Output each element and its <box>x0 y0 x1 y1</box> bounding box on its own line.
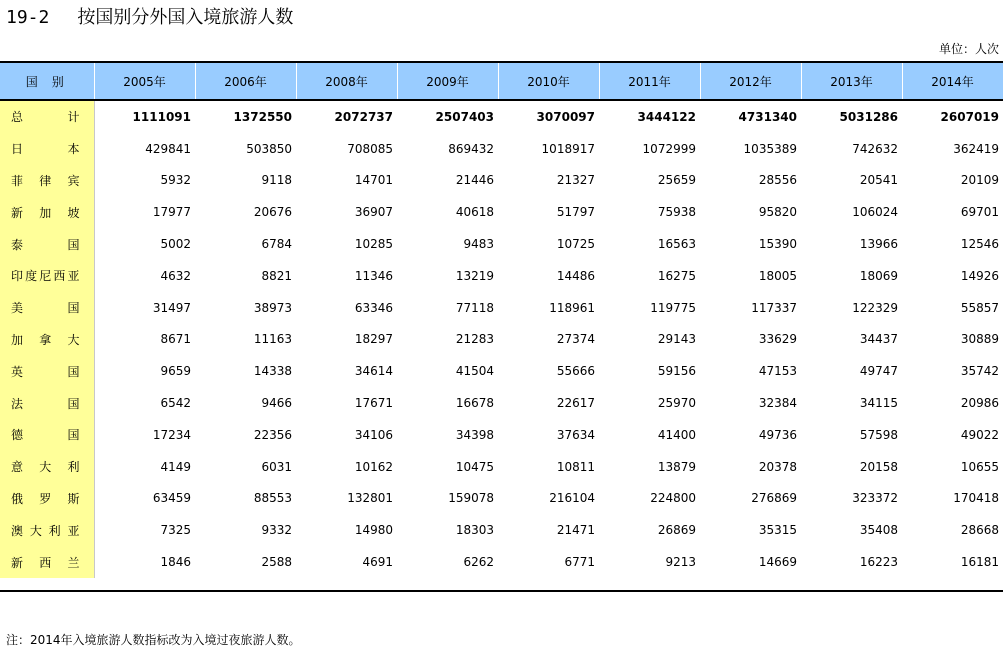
table-cell: 9213 <box>665 555 696 570</box>
table-cell: 49747 <box>859 364 898 379</box>
table-cell: 13966 <box>859 237 898 252</box>
table-cell: 4632 <box>160 268 191 283</box>
table-cell: 20541 <box>859 173 898 188</box>
table-cell: 35408 <box>859 523 898 538</box>
row-country-name: 英国 <box>0 355 94 387</box>
row-country-name: 澳大利亚 <box>0 514 94 546</box>
table-cell: 1072999 <box>642 141 696 156</box>
page-title <box>6 6 293 30</box>
table-row <box>0 387 1003 419</box>
table-cell: 2607019 <box>940 109 999 124</box>
row-country-name: 美国 <box>0 292 94 324</box>
table-cell: 63459 <box>152 491 191 506</box>
table-cell: 14669 <box>758 555 797 570</box>
table-cell: 14926 <box>960 268 999 283</box>
table-cell: 4149 <box>160 459 191 474</box>
table-cell: 34106 <box>354 427 393 442</box>
table-cell: 4691 <box>362 555 393 570</box>
table-cell: 20378 <box>758 459 797 474</box>
table-cell: 20109 <box>960 173 999 188</box>
table-cell: 77118 <box>455 300 494 315</box>
table-cell: 11346 <box>354 268 393 283</box>
table-cell: 10725 <box>556 237 595 252</box>
table-cell: 16181 <box>960 555 999 570</box>
row-country-name: 德国 <box>0 419 94 451</box>
table-cell: 31497 <box>152 300 191 315</box>
table-cell: 14338 <box>253 364 292 379</box>
table-row <box>0 196 1003 228</box>
table-cell: 1018917 <box>541 141 595 156</box>
header-year: 2012年 <box>700 63 801 100</box>
table-cell: 5932 <box>160 173 191 188</box>
table-cell: 6262 <box>463 555 494 570</box>
table-bottom-rule <box>0 590 1003 592</box>
table-row <box>0 100 1003 133</box>
table-cell: 6784 <box>261 237 292 252</box>
table-cell: 55857 <box>960 300 999 315</box>
table-cell: 276869 <box>751 491 797 506</box>
header-year: 2014年 <box>902 63 1003 100</box>
row-country-name: 泰国 <box>0 228 94 260</box>
table-cell: 6771 <box>564 555 595 570</box>
table-cell: 1035389 <box>743 141 797 156</box>
table-cell: 25970 <box>657 396 696 411</box>
unit-label: 单位：人次 <box>938 42 999 56</box>
row-country-name: 俄罗斯 <box>0 483 94 515</box>
table-cell: 37634 <box>556 427 595 442</box>
row-country-name: 新加坡 <box>0 196 94 228</box>
header-year: 2009年 <box>397 63 498 100</box>
table-cell: 17234 <box>152 427 191 442</box>
table-cell: 16563 <box>657 237 696 252</box>
row-country-name: 日本 <box>0 133 94 165</box>
table-cell: 8671 <box>160 332 191 347</box>
table-cell: 40618 <box>455 205 494 220</box>
table-cell: 36907 <box>354 205 393 220</box>
table-cell: 27374 <box>556 332 595 347</box>
row-country-name: 法国 <box>0 387 94 419</box>
table-cell: 2588 <box>261 555 292 570</box>
table-cell: 20676 <box>253 205 292 220</box>
table-cell: 21471 <box>556 523 595 538</box>
table-cell: 63346 <box>354 300 393 315</box>
table-cell: 59156 <box>657 364 696 379</box>
table-cell: 1372550 <box>233 109 292 124</box>
table-cell: 34398 <box>455 427 494 442</box>
table-cell: 3070097 <box>536 109 595 124</box>
table-cell: 4731340 <box>738 109 797 124</box>
table-row <box>0 292 1003 324</box>
table-cell: 429841 <box>145 141 191 156</box>
table-cell: 18303 <box>455 523 494 538</box>
table-cell: 41400 <box>657 427 696 442</box>
table-cell: 21283 <box>455 332 494 347</box>
table-cell: 132801 <box>347 491 393 506</box>
table-cell: 35742 <box>960 364 999 379</box>
table-header <box>0 63 1003 100</box>
table-row <box>0 451 1003 483</box>
table-cell: 503850 <box>246 141 292 156</box>
row-country-name: 意大利 <box>0 451 94 483</box>
table-cell: 1111091 <box>132 109 191 124</box>
table-row <box>0 324 1003 356</box>
table-cell: 15390 <box>758 237 797 252</box>
table-cell: 17671 <box>354 396 393 411</box>
table-cell: 10162 <box>354 459 393 474</box>
table-cell: 5002 <box>160 237 191 252</box>
table-row <box>0 133 1003 165</box>
footnote: 注：2014年入境旅游人数指标改为入境过夜旅游人数。 <box>6 633 301 647</box>
table-cell: 118961 <box>549 300 595 315</box>
table-cell: 49736 <box>758 427 797 442</box>
header-year: 2008年 <box>296 63 397 100</box>
table-cell: 28668 <box>960 523 999 538</box>
table-cell: 2072737 <box>334 109 393 124</box>
table-cell: 20986 <box>960 396 999 411</box>
table-cell: 18297 <box>354 332 393 347</box>
table-cell: 6031 <box>261 459 292 474</box>
table-cell: 5031286 <box>839 109 898 124</box>
table-cell: 16275 <box>657 268 696 283</box>
table-cell: 323372 <box>852 491 898 506</box>
table-cell: 9659 <box>160 364 191 379</box>
table-cell: 41504 <box>455 364 494 379</box>
table-body <box>0 100 1003 578</box>
table-cell: 10811 <box>556 459 595 474</box>
table-cell: 28556 <box>758 173 797 188</box>
row-country-name: 总计 <box>0 100 94 133</box>
table-cell: 34614 <box>354 364 393 379</box>
table-cell: 26869 <box>657 523 696 538</box>
table-cell: 9466 <box>261 396 292 411</box>
table-cell: 47153 <box>758 364 797 379</box>
table-cell: 216104 <box>549 491 595 506</box>
table-cell: 10285 <box>354 237 393 252</box>
table-cell: 122329 <box>852 300 898 315</box>
table-cell: 57598 <box>859 427 898 442</box>
table-row <box>0 419 1003 451</box>
table-cell: 21327 <box>556 173 595 188</box>
table-cell: 38973 <box>253 300 292 315</box>
table-cell: 2507403 <box>435 109 494 124</box>
table-cell: 7325 <box>160 523 191 538</box>
table-cell: 224800 <box>650 491 696 506</box>
table-cell: 18005 <box>758 268 797 283</box>
header-year: 2011年 <box>599 63 700 100</box>
table-cell: 742632 <box>852 141 898 156</box>
table-cell: 11163 <box>253 332 292 347</box>
row-country-name: 印度尼西亚 <box>0 260 94 292</box>
table-cell: 35315 <box>758 523 797 538</box>
table-cell: 9118 <box>261 173 292 188</box>
table-cell: 1846 <box>160 555 191 570</box>
table-cell: 170418 <box>953 491 999 506</box>
table-cell: 9332 <box>261 523 292 538</box>
table-cell: 14486 <box>556 268 595 283</box>
table-cell: 708085 <box>347 141 393 156</box>
table-cell: 55666 <box>556 364 595 379</box>
table-cell: 34115 <box>859 396 898 411</box>
header-country: 国别 <box>0 63 94 100</box>
table-cell: 22617 <box>556 396 595 411</box>
row-country-name: 菲律宾 <box>0 165 94 197</box>
table-cell: 117337 <box>751 300 797 315</box>
table-cell: 30889 <box>960 332 999 347</box>
table-cell: 14980 <box>354 523 393 538</box>
table-cell: 29143 <box>657 332 696 347</box>
table-cell: 6542 <box>160 396 191 411</box>
table-cell: 69701 <box>960 205 999 220</box>
table-row <box>0 228 1003 260</box>
row-country-name: 加拿大 <box>0 324 94 356</box>
table-row <box>0 483 1003 515</box>
table-cell: 25659 <box>657 173 696 188</box>
table-cell: 32384 <box>758 396 797 411</box>
table-cell: 13879 <box>657 459 696 474</box>
table-cell: 16678 <box>455 396 494 411</box>
table-cell: 51797 <box>556 205 595 220</box>
table-cell: 17977 <box>152 205 191 220</box>
table-cell: 75938 <box>657 205 696 220</box>
header-year: 2005年 <box>94 63 195 100</box>
table-cell: 21446 <box>455 173 494 188</box>
table-row <box>0 514 1003 546</box>
row-country-name: 新西兰 <box>0 546 94 578</box>
table-cell: 10655 <box>960 459 999 474</box>
table-cell: 18069 <box>859 268 898 283</box>
table-cell: 106024 <box>852 205 898 220</box>
header-year: 2010年 <box>498 63 599 100</box>
header-year: 2013年 <box>801 63 902 100</box>
table-row <box>0 165 1003 197</box>
table-cell: 869432 <box>448 141 494 156</box>
table-row <box>0 546 1003 578</box>
table-cell: 95820 <box>758 205 797 220</box>
table-number: 19-2 <box>6 7 50 28</box>
data-table <box>0 63 1003 578</box>
table-cell: 8821 <box>261 268 292 283</box>
table-cell: 3444122 <box>637 109 696 124</box>
table-cell: 22356 <box>253 427 292 442</box>
table-cell: 33629 <box>758 332 797 347</box>
table-cell: 14701 <box>354 173 393 188</box>
header-year: 2006年 <box>195 63 296 100</box>
table-cell: 119775 <box>650 300 696 315</box>
table-cell: 13219 <box>455 268 494 283</box>
table-cell: 16223 <box>859 555 898 570</box>
table-row <box>0 355 1003 387</box>
table-cell: 49022 <box>960 427 999 442</box>
table-cell: 12546 <box>960 237 999 252</box>
table-cell: 159078 <box>448 491 494 506</box>
table-cell: 88553 <box>253 491 292 506</box>
table-title-text: 按国别分外国入境旅游人数 <box>77 7 294 28</box>
table-cell: 9483 <box>463 237 494 252</box>
header-row <box>0 63 1003 100</box>
table-row <box>0 260 1003 292</box>
table-cell: 10475 <box>455 459 494 474</box>
table-cell: 362419 <box>953 141 999 156</box>
table-cell: 34437 <box>859 332 898 347</box>
table-cell: 20158 <box>859 459 898 474</box>
